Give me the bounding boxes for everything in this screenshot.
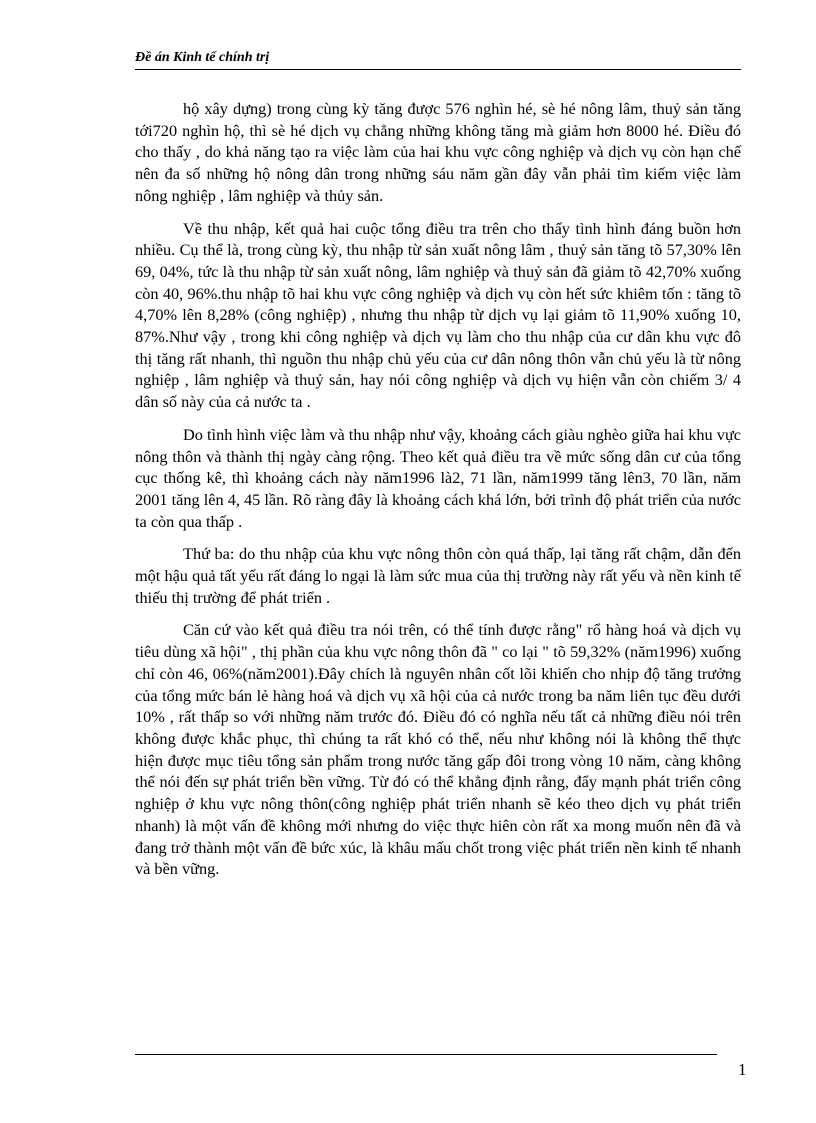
header-title: Đề án Kinh tế chính trị — [135, 50, 270, 65]
paragraph: Về thu nhập, kết quả hai cuộc tổng điều tra trên cho thấy tình hình đáng buồn hơn nhiều. Cụ thể là, trong cùng kỳ, thu nhập từ sản xuất nông lâm , thuỷ sản tăng tõ 57,30% lên 69, 04%, tức là thu nhập từ sản xuất nông, lâm nghiệp và thuỷ sản đã giảm tõ 42,70% xuống còn 40, 96%.thu nhập tõ hai khu vực công nghiệp và dịch vụ còn hết sức khiêm tốn : tăng tõ 4,70% lên 8,28% (công nghiệp) , nhưng thu nhập từ dịch vụ lại giảm tõ 11,90% xuống 10, 87%.Như vậy , trong khi công nghiệp và dịch vụ làm cho thu nhập của cư dân khu vực đô thị tăng rất nhanh, thì nguồn thu nhập chủ yếu của cư dân nông thôn vẫn chủ yếu là từ nông nghiệp , lâm nghiệp và thuỷ sản, hay nói công nghiệp và dịch vụ hiện vẫn còn chiếm 3/ 4 dân số này của cả nước ta . — [135, 218, 741, 412]
paragraph: hộ xây dựng) trong cùng kỳ tăng được 576 nghìn hé, sè hé nông lâm, thuỷ sản tăng tới720 nghìn hộ, thì sè hé dịch vụ chẳng những không tăng mà giảm hơn 8000 hé. Điều đó cho thấy , do khả năng tạo ra việc làm của hai khu vực công nghiệp và dịch vụ còn hạn chế nên đa số những hộ nông dân trong những sáu năm gần đây vẫn phải tìm kiếm việc làm nông nghiệp , lâm nghiệp và thủy sản. — [135, 99, 741, 205]
paragraph: Do tình hình việc làm và thu nhập như vậy, khoảng cách giàu nghèo giữa hai khu vực nông thôn và thành thị ngày càng rộng. Theo kết quả điều tra về mức sống dân cư của tổng cục thống kê, thì khoảng cách này năm1996 là2, 71 lần, năm1999 tăng lên3, 70 lần, năm 2001 tăng lên 4, 45 lần. Rõ ràng đây là khoảng cách khá lớn, bởi trình độ phát triển của nước ta còn qua thấp . — [135, 424, 741, 531]
paragraph: Căn cứ vào kết quả điều tra nói trên, có thể tính được rằng" rổ hàng hoá và dịch vụ tiêu dùng xã hội" , thị phần của khu vực nông thôn đã " co lại " tõ 59,32% (năm1996) xuống chỉ còn 46, 06%(năm2001).Đây chích là nguyên nhân cốt lõi khiến cho nhịp độ tăng trưởng của tổng mức bán lẻ hàng hoá và dịch vụ xã hội của cả nước trong ba năm liên tục đều dưới 10% , rất thấp so với những năm trước đó. Điều đó có nghĩa nếu tất cả những điều nói trên không được khắc phục, thì chúng ta rất khó có thể, nếu như không nói là không thể thực hiện được mục tiêu tổng sản phẩm trong nước tăng gấp đôi trong vòng 10 năm, càng không thể nói đến sự phát triển bền vững. Từ đó có thể khẳng định rằng, đẩy mạnh phát triển công nghiệp ở khu vực nông thôn(công nghiệp phát triển nhanh sẽ kéo theo dịch vụ phát triển nhanh) là một vấn đề không mới nhưng do việc thực hiên còn rất xa mong muốn nên đã và đang trở thành một vấn đề bức xúc, là khâu mấu chốt trong việc phát triển nền kinh tế nhanh và bền vững. — [135, 620, 741, 879]
paragraph: Thứ ba: do thu nhập của khu vực nông thôn còn quá thấp, lại tăng rất chậm, dẫn đến một hậu quả tất yếu rất đáng lo ngại là làm sức mua của thị trường này rất yếu và nền kinh tế thiếu thị trường để phát triển . — [135, 544, 741, 607]
page-number: 1 — [738, 1060, 747, 1079]
footer-rule — [135, 1054, 717, 1055]
document-body — [135, 98, 741, 891]
page-header — [135, 50, 741, 70]
